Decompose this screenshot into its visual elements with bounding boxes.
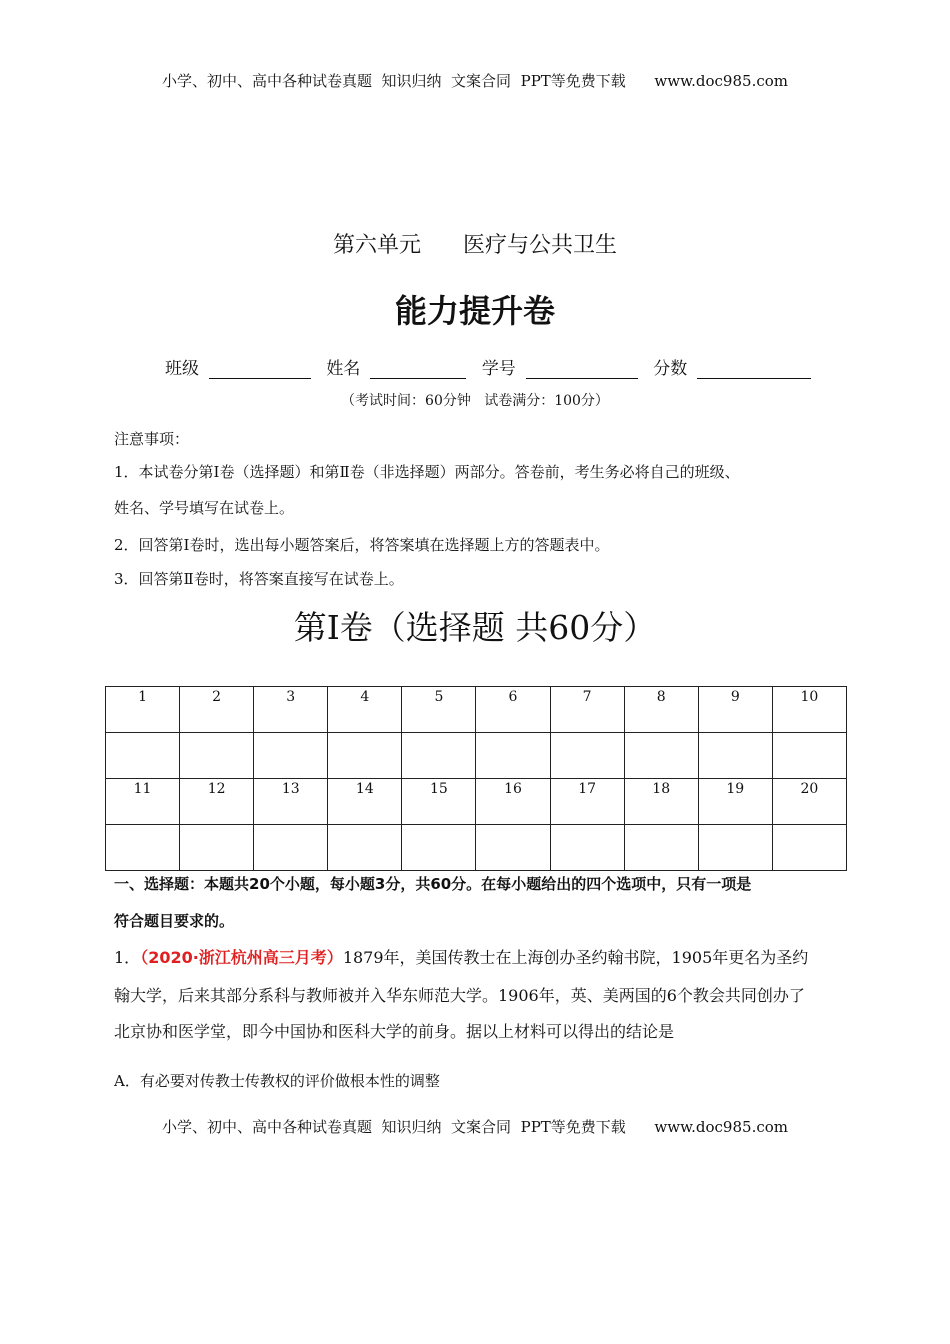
answer-cell[interactable] xyxy=(180,733,254,779)
option-a[interactable]: A．有必要对传教士传教权的评价做根本性的调整 xyxy=(114,1072,440,1090)
answer-cell[interactable] xyxy=(402,825,476,871)
question-number: 18 xyxy=(624,779,698,825)
answer-row xyxy=(106,733,847,779)
student-id-label: 学号 xyxy=(481,359,516,379)
answer-cell[interactable] xyxy=(402,733,476,779)
section-title: 第Ⅰ卷（选择题 共60分） xyxy=(293,608,657,647)
name-blank[interactable] xyxy=(370,360,466,379)
question-number: 14 xyxy=(328,779,402,825)
question-number: 20 xyxy=(772,779,846,825)
class-blank[interactable] xyxy=(209,360,311,379)
question-number: 16 xyxy=(476,779,550,825)
question-number: 7 xyxy=(550,687,624,733)
question-number: 3 xyxy=(254,687,328,733)
question-number: 15 xyxy=(402,779,476,825)
notice-line: 2．回答第Ⅰ卷时，选出每小题答案后，将答案填在选择题上方的答题表中。 xyxy=(114,536,610,554)
question-number: 5 xyxy=(402,687,476,733)
question-1-line-3: 北京协和医学堂，即今中国协和医科大学的前身。据以上材料可以得出的结论是 xyxy=(114,1022,675,1041)
unit-title: 第六单元 医疗与公共卫生 xyxy=(333,233,617,258)
answer-cell[interactable] xyxy=(180,825,254,871)
question-number: 1 xyxy=(106,687,180,733)
question-number-row xyxy=(106,779,847,825)
answer-cell[interactable] xyxy=(254,733,328,779)
answer-cell[interactable] xyxy=(772,825,846,871)
question-text: 1879年，美国传教士在上海创办圣约翰书院，1905年更名为圣约 xyxy=(342,948,809,967)
answer-cell[interactable] xyxy=(106,733,180,779)
student-info-fields xyxy=(165,354,821,379)
answer-cell[interactable] xyxy=(476,733,550,779)
question-number: 4 xyxy=(328,687,402,733)
answer-cell[interactable] xyxy=(698,825,772,871)
score-label: 分数 xyxy=(653,359,688,379)
answer-cell[interactable] xyxy=(328,825,402,871)
student-id-blank[interactable] xyxy=(526,360,638,379)
question-number: 17 xyxy=(550,779,624,825)
question-1-line-2: 翰大学，后来其部分系科与教师被并入华东师范大学。1906年，英、美两国的6个教会共同创办了 xyxy=(114,986,805,1005)
answer-cell[interactable] xyxy=(698,733,772,779)
notice-line: 1．本试卷分第Ⅰ卷（选择题）和第Ⅱ卷（非选择题）两部分。答卷前，考生务必将自己的班级、 xyxy=(114,463,740,481)
notice-line: 3．回答第Ⅱ卷时，将答案直接写在试卷上。 xyxy=(114,570,404,588)
answer-cell[interactable] xyxy=(328,733,402,779)
instructions-line: 一、选择题：本题共20个小题，每小题3分，共60分。在每小题给出的四个选项中，只有一项是 xyxy=(114,875,752,893)
answer-cell[interactable] xyxy=(624,825,698,871)
answer-cell[interactable] xyxy=(106,825,180,871)
notice-line: 姓名、学号填写在试卷上。 xyxy=(114,499,295,517)
answer-row xyxy=(106,825,847,871)
instructions-line: 符合题目要求的。 xyxy=(114,912,235,930)
question-1-line-1 xyxy=(114,945,808,968)
answer-cell[interactable] xyxy=(550,825,624,871)
question-number: 11 xyxy=(106,779,180,825)
answer-table xyxy=(105,686,847,871)
answer-cell[interactable] xyxy=(550,733,624,779)
question-number: 12 xyxy=(180,779,254,825)
question-number-label: 1． xyxy=(114,948,141,967)
class-label: 班级 xyxy=(165,359,199,379)
footer-banner: 小学、初中、高中各种试卷真题 知识归纳 文案合同 PPT等免费下载 www.doc985.com xyxy=(161,1118,788,1136)
name-label: 姓名 xyxy=(326,359,361,379)
header-banner: 小学、初中、高中各种试卷真题 知识归纳 文案合同 PPT等免费下载 www.doc985.com xyxy=(161,72,788,90)
answer-cell[interactable] xyxy=(476,825,550,871)
question-number-row xyxy=(106,687,847,733)
answer-cell[interactable] xyxy=(624,733,698,779)
question-number: 6 xyxy=(476,687,550,733)
question-number: 10 xyxy=(772,687,846,733)
score-blank[interactable] xyxy=(697,360,811,379)
question-number: 8 xyxy=(624,687,698,733)
question-number: 13 xyxy=(254,779,328,825)
answer-cell[interactable] xyxy=(254,825,328,871)
exam-info: （考试时间：60分钟 试卷满分：100分） xyxy=(341,393,609,409)
question-number: 2 xyxy=(180,687,254,733)
notice-heading: 注意事项： xyxy=(114,430,190,448)
question-number: 9 xyxy=(698,687,772,733)
question-number: 19 xyxy=(698,779,772,825)
question-source: （2020·浙江杭州高三月考） xyxy=(140,948,343,967)
answer-cell[interactable] xyxy=(772,733,846,779)
main-title: 能力提升卷 xyxy=(394,292,555,330)
